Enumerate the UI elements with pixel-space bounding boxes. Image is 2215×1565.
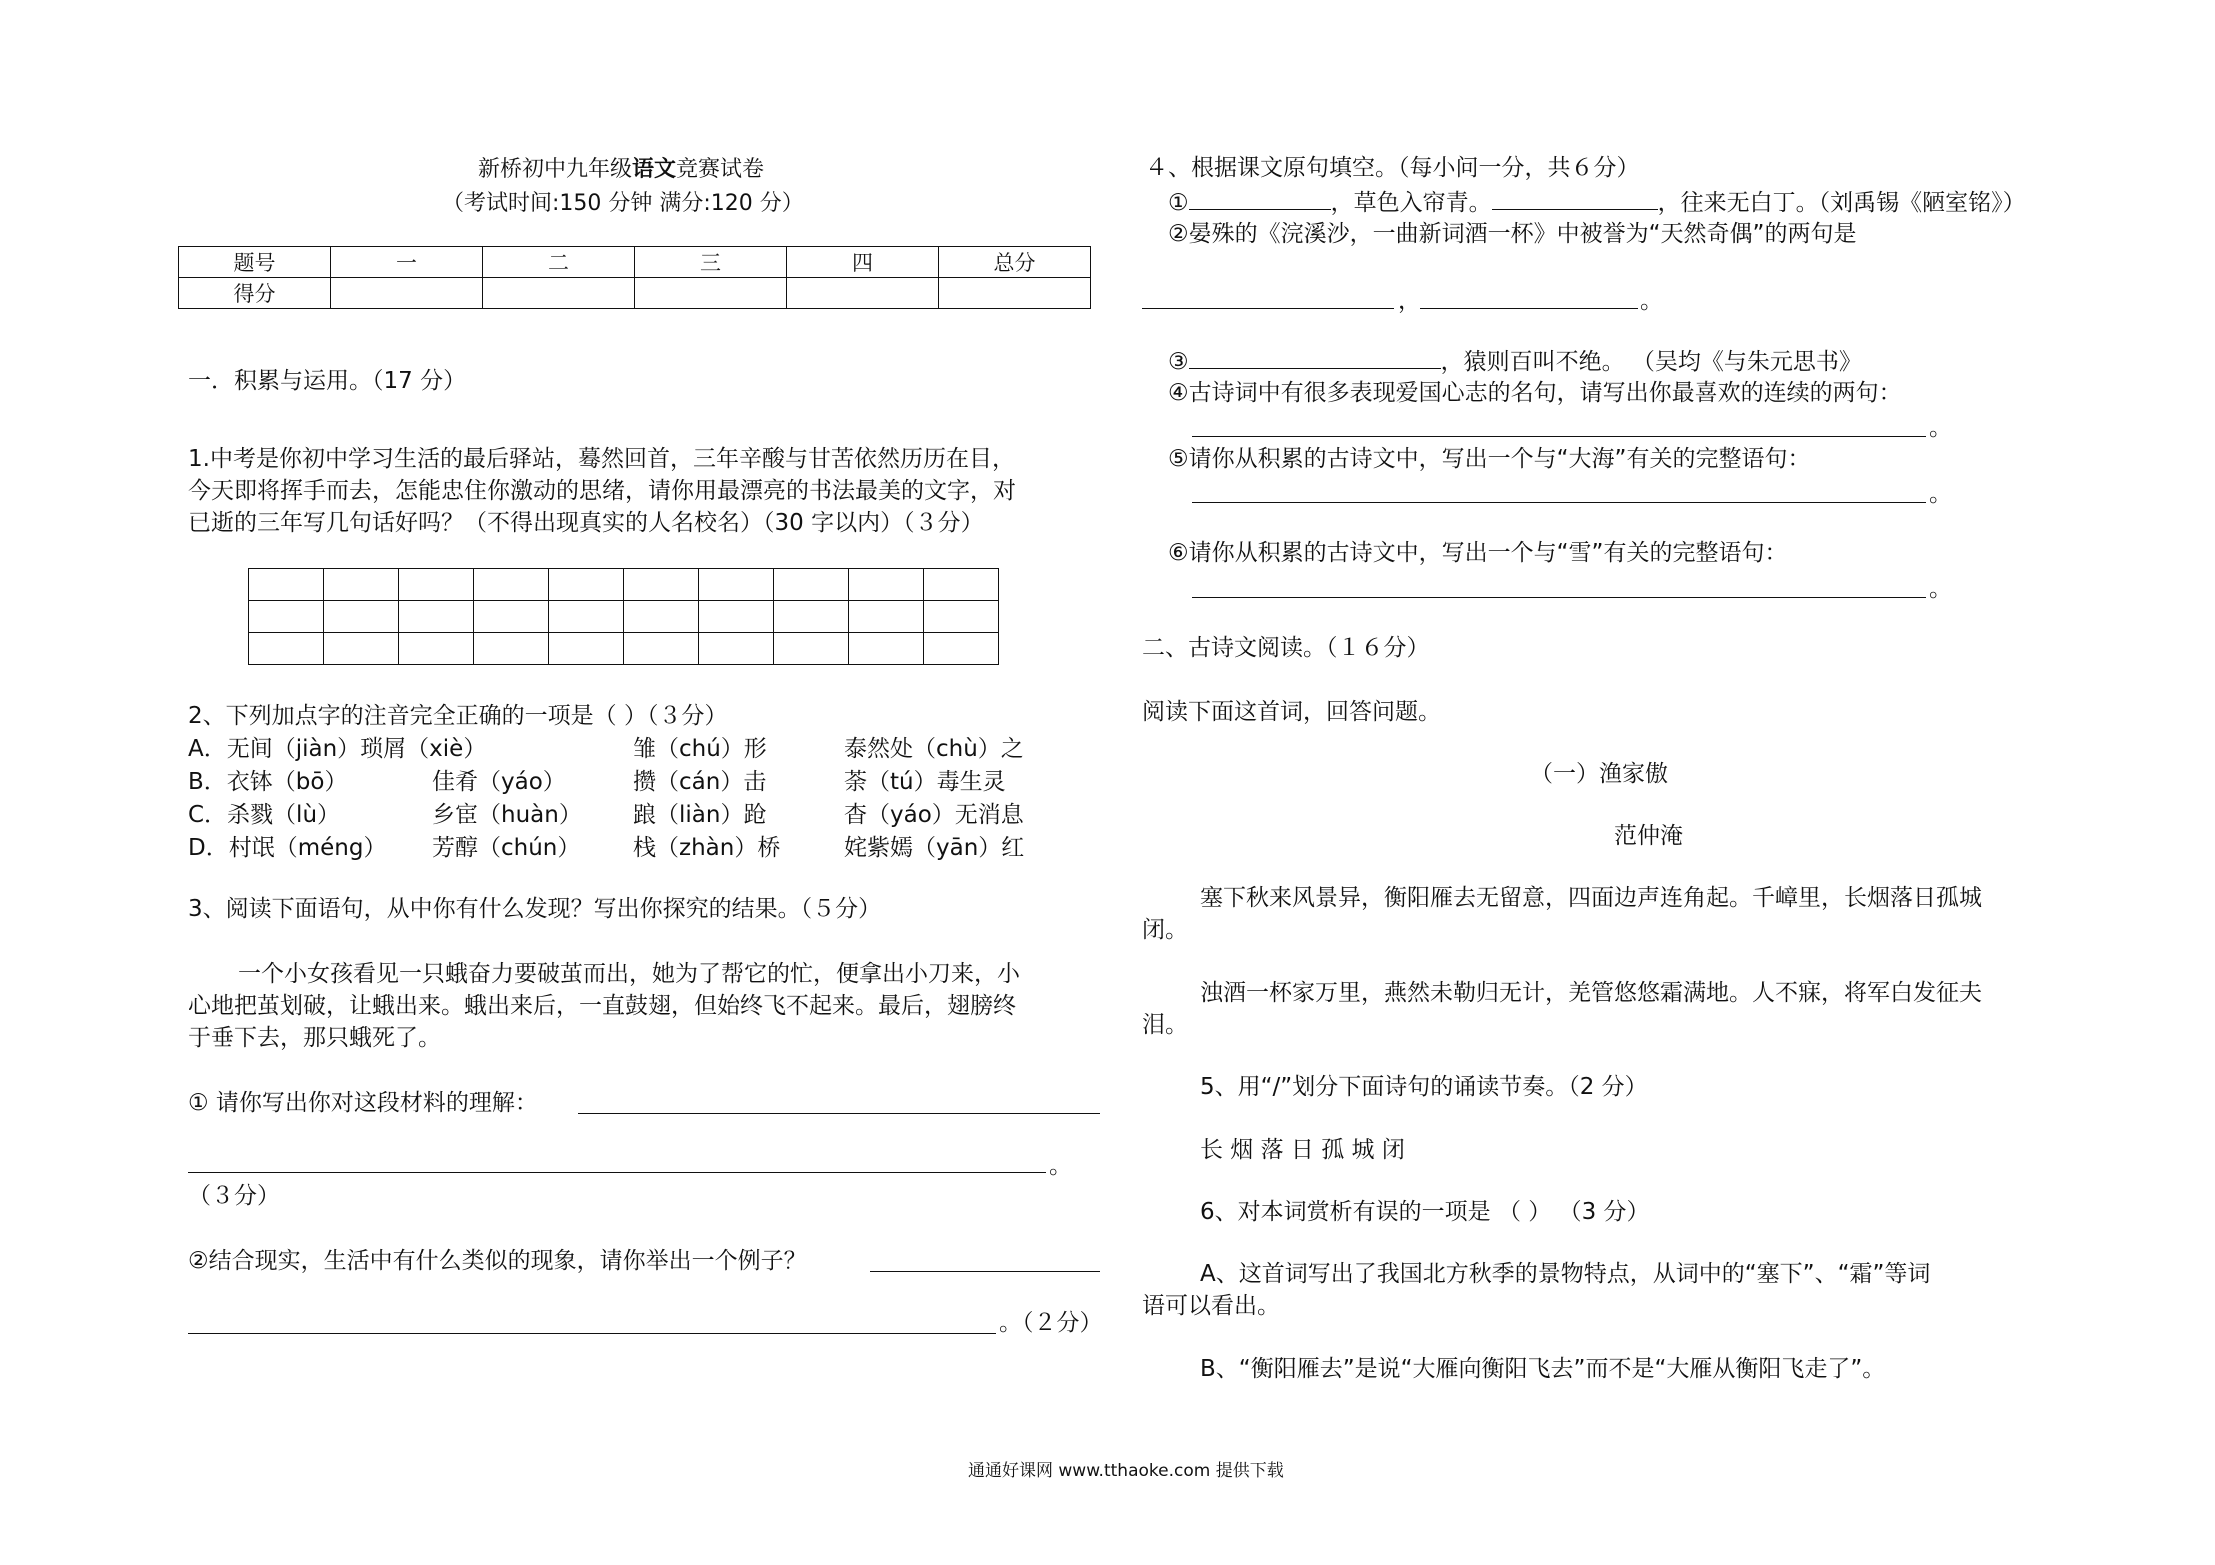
poem-title: （一）渔家傲 xyxy=(1530,761,1668,787)
q4-4-end: 。 xyxy=(1929,415,1952,441)
footer-text: 通通好课网 www.tthaoke.com 提供下载 xyxy=(968,1461,1284,1481)
answer-blank[interactable] xyxy=(1492,185,1658,210)
exam-title: 新桥初中九年级语文竞赛试卷 xyxy=(478,157,765,182)
q4-4: ④古诗词中有很多表现爱国心志的名句，请写出你最喜欢的连续的两句： xyxy=(1168,380,1902,406)
reading-instruction: 阅读下面这首词，回答问题。 xyxy=(1142,699,1441,725)
answer-line[interactable] xyxy=(1192,436,1926,437)
q1-text: 1.中考是你初中学习生活的最后驿站，蓦然回首，三年辛酸与甘苦依然历历在目， xyxy=(188,446,1015,472)
q4-2-comma: ， xyxy=(1398,288,1421,314)
score-table xyxy=(178,246,1091,309)
answer-line[interactable] xyxy=(1420,308,1638,309)
exam-subtitle: （考试时间:150 分钟 满分:120 分） xyxy=(442,191,804,216)
q3-1-prompt: ① 请你写出你对这段材料的理解： xyxy=(188,1090,538,1116)
poem-author: 范仲淹 xyxy=(1614,823,1683,849)
q3-1-score: （３分） xyxy=(188,1183,280,1209)
answer-line[interactable] xyxy=(188,1172,1046,1173)
score-cell[interactable] xyxy=(939,278,1091,309)
q4-1: ① ，草色入帘青。 ，往来无白丁。（刘禹锡《陋室铭》） xyxy=(1168,185,2026,219)
answer-blank[interactable] xyxy=(1189,185,1331,210)
q2-option-b: B．衣钵（bō） 佳肴（yáo） 攒（cán）击 荼（tú）毒生灵 xyxy=(188,769,1006,795)
table-cell: 二 xyxy=(483,247,635,278)
poem-line: 塞下秋来风景异，衡阳雁去无留意，四面边声连角起。千嶂里，长烟落日孤城 xyxy=(1200,885,1982,911)
answer-line[interactable] xyxy=(870,1271,1100,1272)
q4-2-end: 。 xyxy=(1640,288,1663,314)
answer-line[interactable] xyxy=(1142,308,1394,309)
score-cell[interactable] xyxy=(635,278,787,309)
q5-text: 5、用“/”划分下面诗句的诵读节奏。（2 分） xyxy=(1200,1074,1648,1100)
answer-line[interactable] xyxy=(1192,502,1926,503)
q3-1-end: 。 xyxy=(1049,1153,1072,1179)
score-cell[interactable] xyxy=(787,278,939,309)
q4-5-end: 。 xyxy=(1929,481,1952,507)
q1-text: 已逝的三年写几句话好吗？（不得出现真实的人名校名）（30 字以内）（３分） xyxy=(188,510,984,536)
q6-option-a: 语可以看出。 xyxy=(1142,1293,1280,1319)
section-1-heading: 一．积累与运用。（17 分） xyxy=(188,368,467,394)
table-row xyxy=(179,278,1091,309)
table-cell: 三 xyxy=(635,247,787,278)
q2-option-c: C．杀戮（lù） 乡宦（huàn） 踉（liàn）跄 杳（yáo）无消息 xyxy=(188,802,1024,828)
table-cell: 得分 xyxy=(179,278,331,309)
q6-text: 6、对本词赏析有误的一项是 （ ） （3 分） xyxy=(1200,1199,1650,1225)
q6-option-b: B、“衡阳雁去”是说“大雁向衡阳飞去”而不是“大雁从衡阳飞走了”。 xyxy=(1200,1356,1886,1382)
q2-option-d: D．村氓（méng） 芳醇（chún） 栈（zhàn）桥 姹紫嫣（yān）红 xyxy=(188,835,1025,861)
table-cell: 总分 xyxy=(939,247,1091,278)
q6-option-a: A、这首词写出了我国北方秋季的景物特点，从词中的“塞下”、“霜”等词 xyxy=(1200,1261,1931,1287)
q3-2-prompt: ②结合现实，生活中有什么类似的现象，请你举出一个例子？ xyxy=(188,1248,807,1274)
answer-line[interactable] xyxy=(1192,597,1926,598)
q3-text: 3、阅读下面语句，从中你有什么发现？写出你探究的结果。（５分） xyxy=(188,896,882,922)
q4-text: ４、根据课文原句填空。（每小问一分，共６分） xyxy=(1145,155,1640,181)
score-cell[interactable] xyxy=(483,278,635,309)
q4-6: ⑥请你从积累的古诗文中，写出一个与“雪”有关的完整语句： xyxy=(1168,540,1788,566)
table-row xyxy=(179,247,1091,278)
q5-poem-line: 长 烟 落 日 孤 城 闭 xyxy=(1200,1137,1405,1163)
q4-5: ⑤请你从积累的古诗文中，写出一个与“大海”有关的完整语句： xyxy=(1168,446,1811,472)
table-cell: 四 xyxy=(787,247,939,278)
q4-6-end: 。 xyxy=(1929,576,1952,602)
q1-text: 今天即将挥手而去，怎能忠住你激动的思绪，请你用最漂亮的书法最美的文字，对 xyxy=(188,478,1016,504)
poem-line: 浊酒一杯家万里，燕然未勒归无计，羌管悠悠霜满地。人不寐，将军白发征夫 xyxy=(1200,980,1982,1006)
q4-3: ③ ，猿则百叫不绝。 （吴均《与朱元思书》 xyxy=(1168,344,1862,378)
answer-line[interactable] xyxy=(578,1113,1100,1114)
q3-passage: 于垂下去，那只蛾死了。 xyxy=(188,1025,441,1051)
section-2-heading: 二、古诗文阅读。（１６分） xyxy=(1142,635,1430,661)
answer-line[interactable] xyxy=(188,1333,996,1334)
poem-line: 闭。 xyxy=(1142,917,1188,943)
score-cell[interactable] xyxy=(331,278,483,309)
q2-text: 2、下列加点字的注音完全正确的一项是（ ）（３分） xyxy=(188,703,728,729)
q3-2-end: 。（２分） xyxy=(999,1310,1103,1336)
q4-2: ②晏殊的《浣溪沙，一曲新词酒一杯》中被誉为“天然奇偶”的两句是 xyxy=(1168,221,1857,247)
answer-blank[interactable] xyxy=(1189,344,1441,369)
q3-passage: 一个小女孩看见一只蛾奋力要破茧而出，她为了帮它的忙，便拿出小刀来，小 xyxy=(238,961,1020,987)
table-cell: 一 xyxy=(331,247,483,278)
poem-line: 泪。 xyxy=(1142,1012,1188,1038)
table-cell: 题号 xyxy=(179,247,331,278)
writing-grid[interactable] xyxy=(248,568,999,665)
q2-option-a: A．无间（jiàn）琐屑（xiè） 雏（chú）形 泰然处（chù）之 xyxy=(188,736,1024,762)
q3-passage: 心地把茧划破，让蛾出来。蛾出来后，一直鼓翅，但始终飞不起来。最后，翅膀终 xyxy=(188,993,1016,1019)
